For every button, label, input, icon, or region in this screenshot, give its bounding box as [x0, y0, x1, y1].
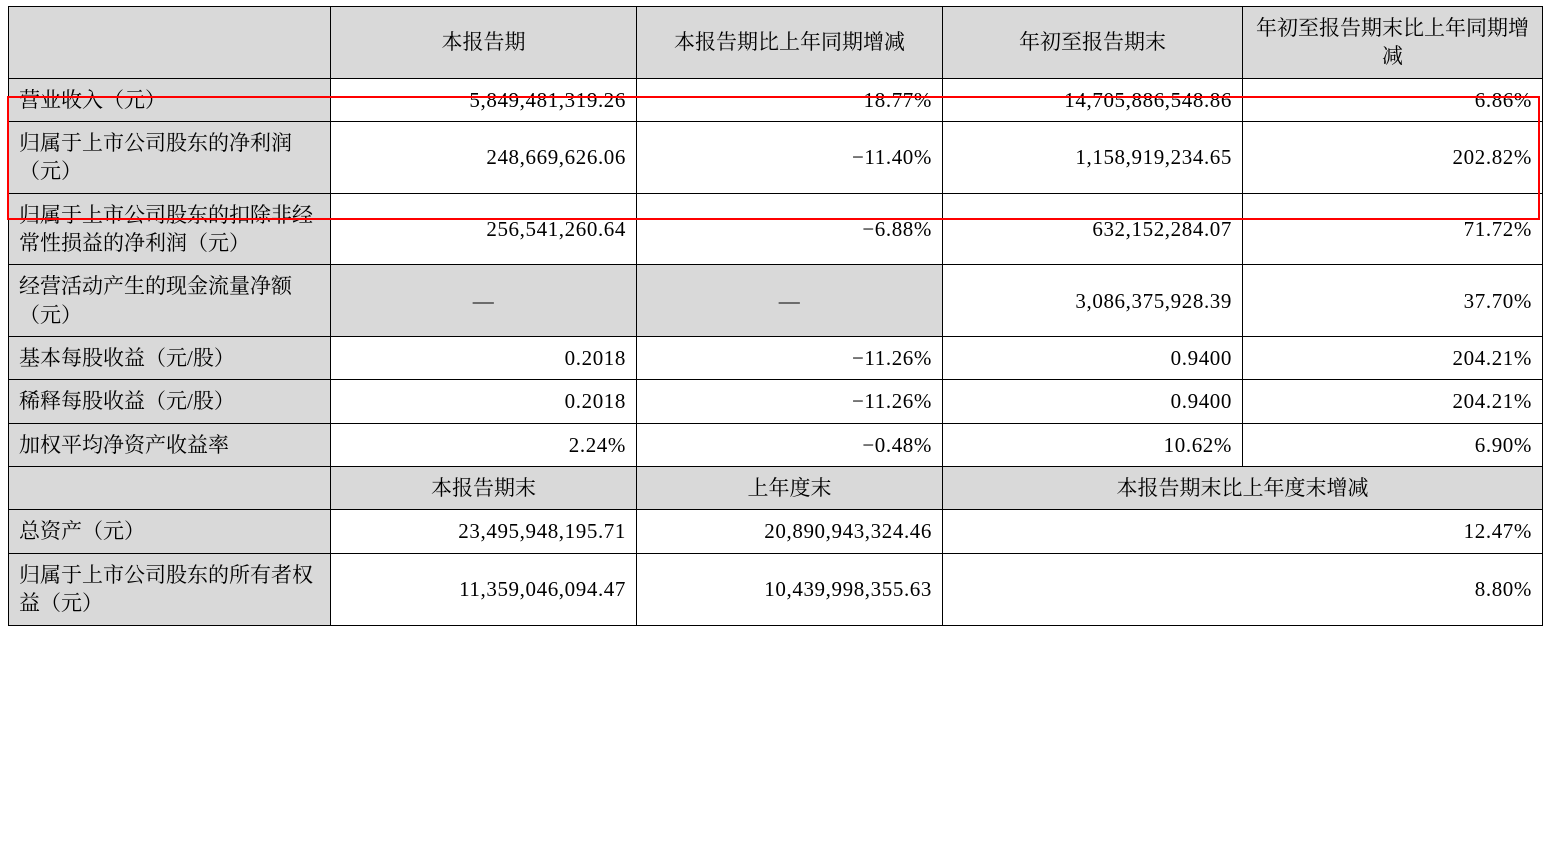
table-row [9, 337, 1543, 380]
row-value-current: — [331, 265, 637, 337]
row-label: 营业收入（元） [9, 78, 331, 121]
row-label: 稀释每股收益（元/股） [9, 380, 331, 423]
row-value-ytd-yoy: 204.21% [1243, 380, 1543, 423]
table-row [9, 193, 1543, 265]
row-value-current-yoy: — [637, 265, 943, 337]
row-value-period-end: 23,495,948,195.71 [331, 510, 637, 553]
row-value-ytd: 0.9400 [943, 337, 1243, 380]
row-value-current: 5,849,481,319.26 [331, 78, 637, 121]
header-cell-ytd-yoy: 年初至报告期末比上年同期增减 [1243, 7, 1543, 79]
row-value-ytd: 3,086,375,928.39 [943, 265, 1243, 337]
table-row [9, 510, 1543, 553]
row-value-ytd: 1,158,919,234.65 [943, 122, 1243, 194]
row-value-ytd: 10.62% [943, 423, 1243, 466]
row-label: 总资产（元） [9, 510, 331, 553]
table-row [9, 380, 1543, 423]
row-label: 经营活动产生的现金流量净额（元） [9, 265, 331, 337]
row-value-current: 2.24% [331, 423, 637, 466]
table-row [9, 265, 1543, 337]
row-value-change: 8.80% [943, 553, 1543, 625]
row-value-ytd-yoy: 202.82% [1243, 122, 1543, 194]
financial-summary-table [8, 6, 1543, 626]
row-value-ytd: 14,705,886,548.86 [943, 78, 1243, 121]
row-value-ytd-yoy: 37.70% [1243, 265, 1543, 337]
second-header-cell-prior-year-end: 上年度末 [637, 467, 943, 510]
row-value-ytd: 0.9400 [943, 380, 1243, 423]
header-cell-ytd: 年初至报告期末 [943, 7, 1243, 79]
document-page [0, 6, 1550, 862]
row-label: 基本每股收益（元/股） [9, 337, 331, 380]
row-value-change: 12.47% [943, 510, 1543, 553]
table-second-header-row [9, 467, 1543, 510]
row-value-ytd-yoy: 6.90% [1243, 423, 1543, 466]
second-header-cell-period-end: 本报告期末 [331, 467, 637, 510]
table-row [9, 553, 1543, 625]
table-header-row [9, 7, 1543, 79]
header-cell-current-period: 本报告期 [331, 7, 637, 79]
row-value-current-yoy: −11.40% [637, 122, 943, 194]
table-row [9, 122, 1543, 194]
row-value-ytd-yoy: 204.21% [1243, 337, 1543, 380]
row-value-current: 248,669,626.06 [331, 122, 637, 194]
row-value-current-yoy: 18.77% [637, 78, 943, 121]
table-row [9, 423, 1543, 466]
row-value-current-yoy: −11.26% [637, 380, 943, 423]
row-label: 归属于上市公司股东的净利润（元） [9, 122, 331, 194]
second-header-cell-blank [9, 467, 331, 510]
header-cell-blank [9, 7, 331, 79]
row-value-ytd-yoy: 71.72% [1243, 193, 1543, 265]
row-value-current-yoy: −6.88% [637, 193, 943, 265]
row-value-ytd: 632,152,284.07 [943, 193, 1243, 265]
header-cell-current-period-yoy: 本报告期比上年同期增减 [637, 7, 943, 79]
row-value-current-yoy: −11.26% [637, 337, 943, 380]
row-value-current: 0.2018 [331, 380, 637, 423]
row-value-period-end: 11,359,046,094.47 [331, 553, 637, 625]
row-label: 加权平均净资产收益率 [9, 423, 331, 466]
row-value-current-yoy: −0.48% [637, 423, 943, 466]
row-value-ytd-yoy: 6.86% [1243, 78, 1543, 121]
row-value-current: 256,541,260.64 [331, 193, 637, 265]
row-value-current: 0.2018 [331, 337, 637, 380]
row-label: 归属于上市公司股东的所有者权益（元） [9, 553, 331, 625]
row-value-prior-year-end: 10,439,998,355.63 [637, 553, 943, 625]
row-label: 归属于上市公司股东的扣除非经常性损益的净利润（元） [9, 193, 331, 265]
row-value-prior-year-end: 20,890,943,324.46 [637, 510, 943, 553]
second-header-cell-change: 本报告期末比上年度末增减 [943, 467, 1543, 510]
table-row [9, 78, 1543, 121]
